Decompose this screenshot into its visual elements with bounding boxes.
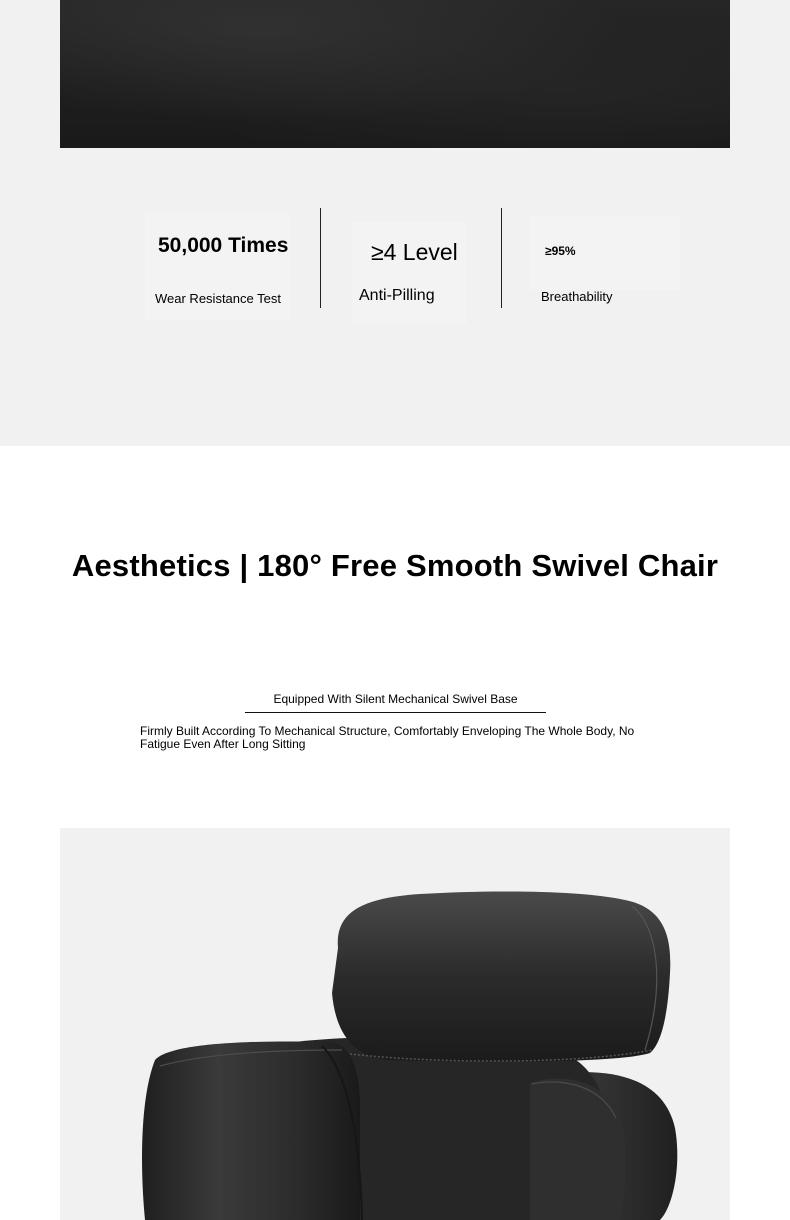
subhead-divider <box>245 712 546 713</box>
product-image <box>60 828 730 1220</box>
left-armrest <box>142 1041 360 1220</box>
feature-body: Firmly Built According To Mechanical Structure, Comfortably Enveloping The Whole Body, No Fatigue Even After Long Sitting <box>140 724 635 751</box>
stats-row <box>0 0 790 446</box>
headrest <box>332 892 670 1062</box>
stat-label-wear: Wear Resistance Test <box>155 291 281 306</box>
stat-tile <box>352 222 467 324</box>
stat-value-pilling: ≥4 Level <box>371 239 458 265</box>
stat-label-breathability: Breathability <box>541 289 613 304</box>
stat-divider <box>320 208 321 308</box>
feature-headline: Aesthetics | 180° Free Smooth Swivel Chair <box>71 548 719 583</box>
feature-subhead: Equipped With Silent Mechanical Swivel Base <box>273 692 518 706</box>
swivel-chair-illustration <box>60 828 730 1220</box>
stat-value-wear: 50,000 Times <box>158 234 289 257</box>
stat-label-pilling: Anti-Pilling <box>359 287 435 304</box>
stat-value-breathability: ≥95% <box>545 244 576 258</box>
stat-divider <box>501 208 502 308</box>
